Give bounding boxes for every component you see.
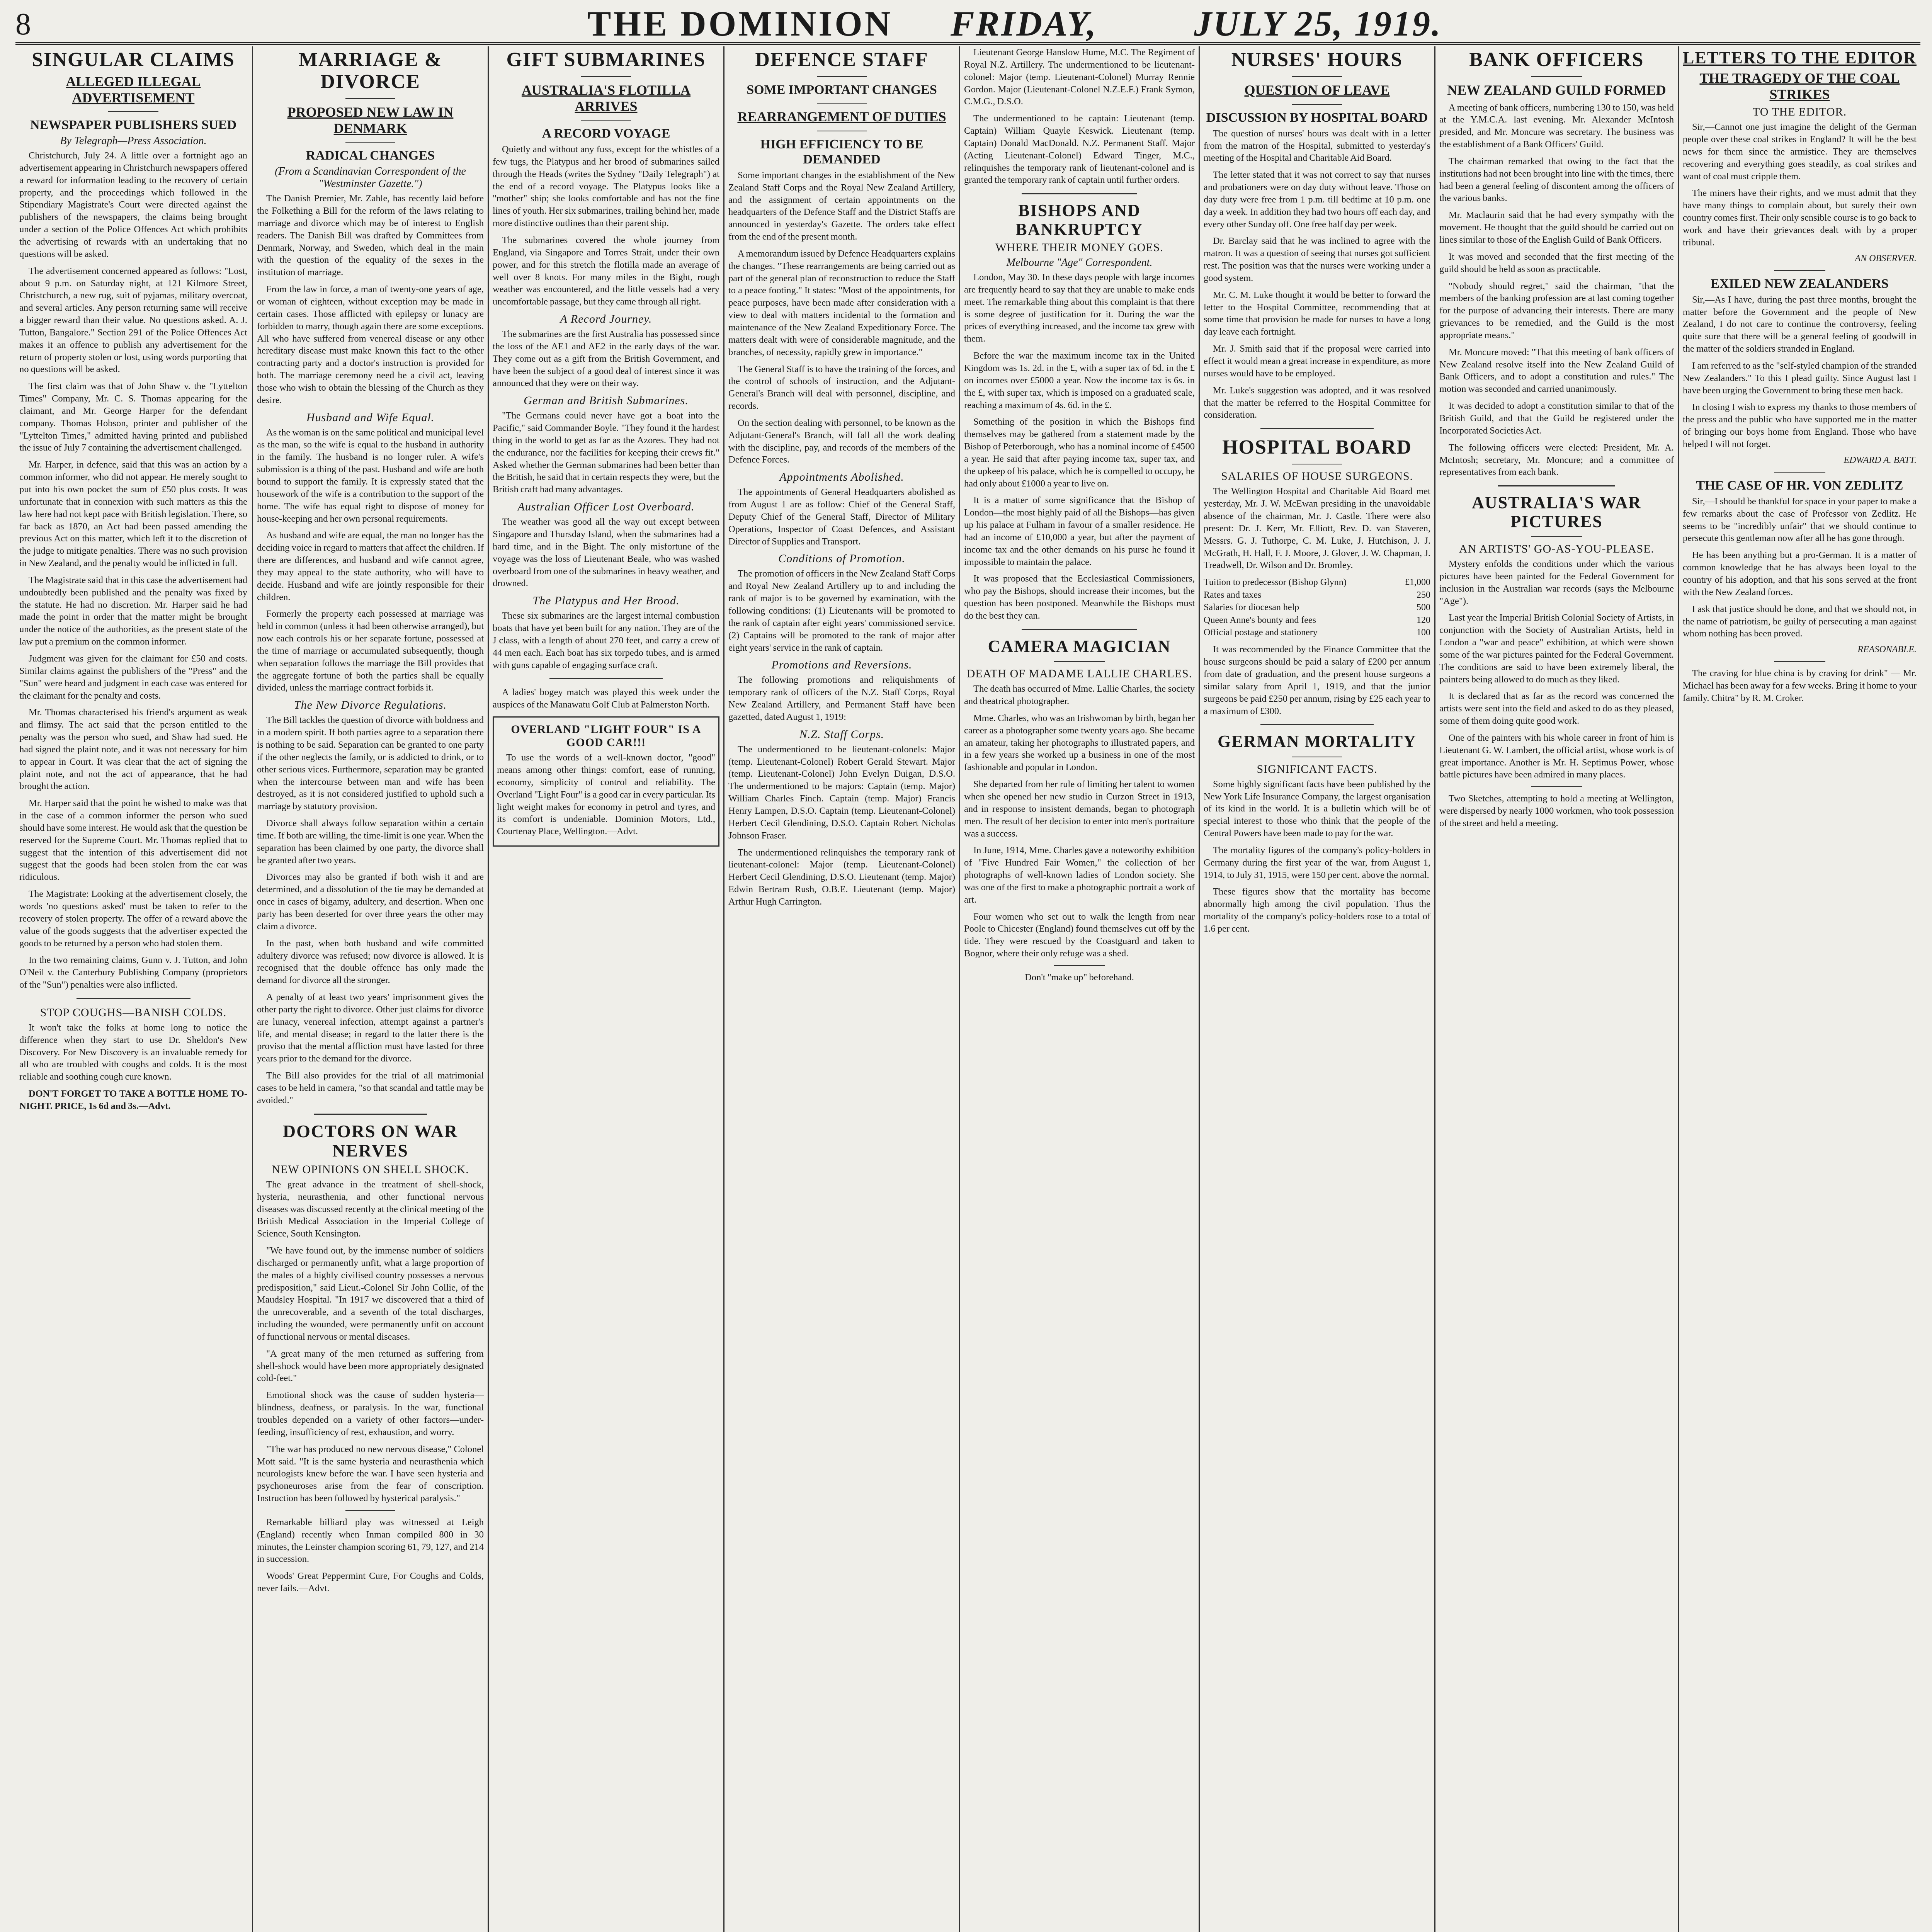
salary-value: 250 [1417, 590, 1430, 600]
article-paragraph: The mortality figures of the company's policy-holders in Germany during the first year of the war, from August 1, 1914, to July 31, 1915, were 150 per cent. above the normal. [1204, 845, 1430, 880]
article-paragraph: In the past, when both husband and wife committed adultery divorce was refused; now divorce is allowed. It is recognised that the double offence has only made the demand for divorce all the stronger. [257, 938, 484, 986]
article-paragraph: Mystery enfolds the conditions under which the various pictures have been painted for the Federal Government for inclusion in the Australian war records (says the Melbourne "Age"). [1439, 558, 1674, 606]
headline: HOSPITAL BOARD [1222, 436, 1412, 459]
article-paragraph: The chairman remarked that owing to the fact that the institutions had not been brought into line with the times, there had been a general feeling of discontent among the officers of the various banks. [1439, 156, 1674, 204]
deck: REARRANGEMENT OF DUTIES [737, 109, 946, 125]
divider [1022, 193, 1137, 194]
section-heading: The New Divorce Regulations. [294, 699, 447, 712]
section-heading: Conditions of Promotion. [778, 552, 905, 565]
article-paragraph: The following promotions and reliquishments of temporary rank of officers of the N.Z. Staff Corps, Royal New Zealand Artillery, and Permanent Staff have been gazetted, dated August 1, 1919: [728, 675, 955, 722]
article-paragraph: Quietly and without any fuss, except for the whistles of a few tugs, the Platypus and her brood of submarines sailed through the Heads (writes the Sydney "Daily Telegraph") at the end of a record voyage. The Platypus looks like a "mother" ship; she looks comfortable and has not the fine lines of youth. Her six submarines, trailing behind her, made more distinctive outlines than their parent ship. [493, 144, 719, 229]
article-paragraph: Mr. Harper, in defence, said that this was an action by a common informer, who did not appear. He merely sought to put into his own pocket the sum of £50 plus costs. It was unfortunate that in connexion with such matters as this the law here had not kept pace with British legislation. There, so far back as 1870, an Act had been passed amending the previous Act on this matter, which left it to the discretion of the judge to mitigate penalties. There was no such provision in New Zealand, and the penalty would be inflicted in full. [19, 459, 247, 569]
letter-paragraph: He has been anything but a pro-German. It is a matter of common knowledge that he has always been loyal to the country of his adoption, and that his sons served at the front with the New Zealand forces. [1683, 550, 1917, 597]
article-paragraph: Before the war the maximum income tax in the United Kingdom was 1s. 2d. in the £, with a super tax of 6d. in the £ on incomes over £5000 a year. Now the income tax is 6s. in the £, with super tax, which is imposed on a graduated scale, reaching a maximum of 4s. 6d. in the £. [964, 350, 1195, 410]
divider [345, 1510, 395, 1511]
masthead-day: FRIDAY, [951, 4, 1098, 43]
divider [1292, 104, 1342, 105]
article-paragraph: London, May 30. In these days people with large incomes are frequently heard to say that they are unable to make ends meet. The remarkable thing about this complaint is that there is some degree of justification for it. During the war the prices of everything increased, and the income tax grew with them. [964, 272, 1195, 344]
subheadline: QUESTION OF LEAVE [1244, 82, 1390, 98]
salary-row [1204, 626, 1430, 639]
article-paragraph: Something of the position in which the Bishops find themselves may be gathered from a statement made by the Bishop of Peterborough, who has a nominal income of £4500 a year. He said that after paying income tax, super tax, and the upkeep of his palace, which he is compelled to occupy, he had only about £1000 a year to live on. [964, 417, 1195, 489]
article-paragraph: Two Sketches, attempting to hold a meeting at Wellington, were dispersed by nearly 1000 workmen, who took possession of the street and held a meeting. [1439, 793, 1674, 829]
article-paragraph: The undermentioned to be captain: Lieutenant (temp. Captain) William Quayle Keswick. Lieutenant (temp. Captain) Donald MacDonald. N.Z. Permanent Staff. Major (Acting Lieutenant-Colonel) Edward Tinger, M.C., relinquishes the temporary rank of lieutenant-colonel and is granted the temporary rank of captain until further orders. [964, 113, 1195, 185]
letter-paragraph: I ask that justice should be done, and that we should not, in the name of patriotism, be guilty of persecuting a man against whom nothing has been proved. [1683, 604, 1917, 639]
article-paragraph: Mme. Charles, who was an Irishwoman by birth, began her career as a photographer some twenty years ago. She became an amateur, taking her photographs to illustrated papers, and in a few years she worked up a business in one of the most fashionable and popular in London. [964, 713, 1195, 773]
subheadline: AN ARTISTS' GO-AS-YOU-PLEASE. [1459, 542, 1655, 555]
subheadline: SOME IMPORTANT CHANGES [747, 83, 937, 97]
advert-text: Don't "make up" beforehand. [1025, 972, 1134, 983]
letter-paragraph: The miners have their rights, and we must admit that they have many things to complain about, but surely their own country comes first. Their only sensible course is to go back to work and have their grievances dealt with by a proper tribunal. [1683, 188, 1917, 248]
divider [1054, 965, 1105, 966]
deck: A RECORD VOYAGE [542, 126, 670, 141]
section-heading: Appointments Abolished. [779, 471, 904, 484]
section-heading: Promotions and Reversions. [771, 658, 912, 672]
article-paragraph: One of the painters with his whole career in front of him is Lieutenant G. W. Lambert, the official artist, whose work is of great importance. Another is Mr. H. Septimus Power, whose battle pictures have been admired in many places. [1439, 732, 1674, 780]
byline: Melbourne "Age" Correspondent. [1006, 257, 1153, 269]
article-paragraph: The following officers were elected: President, Mr. A. McIntosh; secretary, Mr. Moncure; and a committee of representatives from each bank. [1439, 442, 1674, 478]
page-number: 8 [15, 7, 31, 41]
subheadline: WHERE THEIR MONEY GOES. [995, 241, 1163, 254]
advert-text: Woods' Great Peppermint Cure, For Coughs and Colds, never fails.—Advt. [257, 1571, 484, 1594]
article-paragraph: The advertisement concerned appeared as follows: "Lost, about 9 p.m. on Saturday night, at 121 Kilmore Street, Christchurch, a new rug, suit of pyjamas, military overcoat, and several articles. Any person returning same will receive a bigger reward than their value. No questions asked. A. J. Tutton, Bangalore." Section 291 of the Police Offences Act makes it an offence to publish any advertisement for the return of property stolen or lost, using words purporting that no questions will be asked. [19, 265, 247, 375]
divider [1531, 786, 1583, 787]
headline: AUSTRALIA'S WAR PICTURES [1472, 493, 1641, 531]
article-paragraph: The undermentioned to be lieutenant-colonels: Major (temp. Lieutenant-Colonel) Robert Gerald Stewart. Major (temp. Lieutenant-Colonel) John Evelyn Duigan, D.S.O. The undermentioned to be majors: Captain (temp. Major) William Charles Finch. Captain (temp. Major) Francis Henry Lampen, D.S.O. Captain (temp. Lieutenant-Colonel) Herbert Cecil Glendining, D.S.O. Captain Robert Nicholas Johnson Fraser. [728, 744, 955, 841]
headline: EXILED NEW ZEALANDERS [1711, 276, 1889, 291]
article-paragraph: The weather was good all the way out except between Singapore and Thursday Island, when the submarines had a hard time, and in the Bight. The only misfortune of the voyage was the loss of Lieutenant Beale, who was washed overboard from one of the submarines in heavy weather, and drowned. [493, 517, 719, 589]
divider [1774, 270, 1825, 271]
salary-value: £1,000 [1405, 577, 1430, 588]
letter-signature: AN OBSERVER. [1855, 253, 1917, 264]
article-paragraph: A penalty of at least two years' imprisonment gives the other party the right to divorce. Other just claims for divorce are lunacy, venereal infection, attempt against a partner's life, and mental disease; in regard to the latter there is the proviso that the mental affliction must have lasted for three years prior to the demand for the divorce. [257, 992, 484, 1064]
article-paragraph: Some highly significant facts have been published by the New York Life Insurance Company, the largest organisation of its kind in the world. It is a bulletin which will be of special interest to those who think that the people of the Central Powers have been made to pay for the war. [1204, 779, 1430, 839]
article-paragraph: The promotion of officers in the New Zealand Staff Corps and Royal New Zealand Artillery up to and including the rank of major is to be governed by examination, with the following conditions: (1) Lieutenants will be promoted to the rank of captain after eight years' commissioned service. (2) Captains will be promoted to the rank of major after eight years' service in the rank of captain. [728, 568, 955, 653]
headline: SINGULAR CLAIMS [32, 49, 235, 71]
article-paragraph: "A great many of the men returned as suffering from shell-shock would have been more appropriately designated cold-feet." [257, 1348, 484, 1384]
article-paragraph: Mr. Harper said that the point he wished to make was that in the case of a common informer the person who sued should have some interest. He would ask that the question be reserved for the Supreme Court. Mr. Thomas replied that to suggest that the intention of this advertisement did not suggest that the goods had been stolen from the ear was ridiculous. [19, 798, 247, 883]
article-paragraph: The Bill tackles the question of divorce with boldness and in a modern spirit. If both parties agree to a separation there is nothing to be said. Separation can be granted to one party if the other neglects the family, or is addicted to drink, or to other serious vices. Furthermore, separation may be granted when the intercourse between man and wife has been destroyed, as it is not considered justified to uphold such a marriage by statutory provision. [257, 715, 484, 812]
article-paragraph: The Bill also provides for the trial of all matrimonial cases to be held in camera, "so that scandal and tattle may be avoided." [257, 1070, 484, 1105]
salary-value: 500 [1417, 602, 1430, 613]
letter-signature: EDWARD A. BATT. [1844, 455, 1917, 465]
column-nurses-hours [1200, 46, 1434, 1932]
divider [77, 998, 190, 999]
subheadline: NEW ZEALAND GUILD FORMED [1447, 82, 1666, 98]
subheadline: AUSTRALIA'S FLOTILLA ARRIVES [521, 82, 691, 114]
section-heading: Husband and Wife Equal. [306, 411, 435, 424]
salary-row [1204, 601, 1430, 614]
section-heading: German and British Submarines. [524, 394, 689, 407]
deck: RADICAL CHANGES [306, 148, 435, 163]
article-paragraph: The undermentioned relinquishes the temporary rank of lieutenant-colonel: Major (temp. Lieutenant-Colonel) Herbert Cecil Glendining, D.S.O. Lieutenant (temp. Major) Edwin Bertram Rush, O.B.E. Lieutenant (temp. Major) Arthur Hugh Carrington. [728, 847, 955, 907]
subheadline: ALLEGED ILLEGAL ADVERTISEMENT [66, 74, 201, 105]
newspaper-name: THE DOMINION [587, 4, 893, 43]
article-paragraph: Mr. Maclaurin said that he had every sympathy with the movement. He thought that the guild should be carried out on lines similar to those of the English Guild of Bank Officers. [1439, 210, 1674, 245]
deck: NEWSPAPER PUBLISHERS SUED [30, 117, 237, 132]
headline: CAMERA MAGICIAN [988, 636, 1171, 656]
divider [1260, 428, 1374, 429]
article-paragraph: Some important changes in the establishment of the New Zealand Staff Corps and the Royal New Zealand Artillery, and the assignment of certain appointments on the headquarters of the Defence Staff and the District Staffs are announced in yesterday's Gazette. The orders take effect from the end of the present month. [728, 170, 955, 242]
letter-paragraph: I am referred to as the "self-styled champion of the stranded New Zealanders." To this I plead guilty. Since August last I have been urging the Government to bring these men back. [1683, 360, 1917, 396]
divider [581, 76, 631, 77]
headline: GERMAN MORTALITY [1218, 732, 1417, 751]
subheadline: PROPOSED NEW LAW IN DENMARK [287, 104, 454, 136]
advert-title: OVERLAND "LIGHT FOUR" IS A GOOD CAR!!! [511, 723, 701, 749]
byline: By Telegraph—Press Association. [60, 135, 207, 147]
article-paragraph: These six submarines are the largest internal combustion boats that have yet been built for any nation. They are of the J class, with a length of about 270 feet, and carry a crew of 44 men each. Each boat has six torpedo tubes, and is armed with guns capable of engaging surface craft. [493, 611, 719, 670]
article-paragraph: The Danish Premier, Mr. Zahle, has recently laid before the Folkething a Bill for the reform of the laws relating to marriage and divorce which may be of interest to English readers. The Danish Bill was drafted by Committees from Denmark, Norway, and Sweden, which deal in the main with the question of the equality of the sexes in the institution of marriage. [257, 193, 484, 278]
article-paragraph: "Nobody should regret," said the chairman, "that the members of the banking profession are at last coming together for the purpose of advancing their interests. There are many grievances to be remedied, and the Guild is the most appropriate means." [1439, 281, 1674, 340]
column-singular-claims [15, 46, 251, 1932]
article-paragraph: Lieutenant George Hanslow Hume, M.C. The Regiment of Royal N.Z. Artillery. The undermentioned to be lieutenant-colonel: Major (temp. Lieutenant-Colonel) Murray Rennie Gordon. Major (Lieutenant-Colonel N.Z.E.F.) Frank Symon, C.M.G., D.S.O. [964, 47, 1195, 107]
divider [1292, 76, 1342, 77]
headline: DOCTORS ON WAR NERVES [282, 1121, 458, 1161]
article-paragraph: The submarines covered the whole journey from England, via Singapore and Torres Strait, under their own power, and for this stretch the flotilla made an average of well over 8 knots. For many miles in the Bight, rough weather was encountered, and the little vessels had a very uncomfortable passage, but they came through all right. [493, 235, 719, 307]
column-marriage-divorce [253, 46, 488, 1932]
divider [1022, 629, 1137, 630]
article-paragraph: As husband and wife are equal, the man no longer has the deciding voice in regard to matters that affect the children. If there are differences, and husband and wife cannot agree, they may appeal to the state authority, who will have to decide. Husband and wife are jointly responsible for their children. [257, 530, 484, 602]
divider [1498, 485, 1616, 486]
section-heading: N.Z. Staff Corps. [799, 728, 884, 741]
divider [581, 120, 631, 121]
article-paragraph: "We have found out, by the immense number of soldiers discharged or permanently unfit, what a large proportion of the males of a highly civilised country possesses a nervous predisposition," said Lieut.-Colonel Sir John Collie, of the Maudsley Hospital. "In 1917 we discovered that a third of the unrecoverable, and a seventh of the total discharges, including the wounded, were permanently unfit on account of functional nervous or mental diseases. [257, 1245, 484, 1342]
salary-value: 100 [1417, 627, 1430, 638]
headline: BANK OFFICERS [1469, 49, 1644, 71]
article-paragraph: The craving for blue china is by craving for drink" — Mr. Michael has been away for a few weeks. Bring it home to your family. Chitra" by R. M. Croker. [1683, 668, 1917, 703]
article-paragraph: A ladies' bogey match was played this week under the auspices of the Manawatu Golf Club at Palmerston North. [493, 687, 719, 710]
article-paragraph: The appointments of General Headquarters abolished as from August 1 are as follow: Chief of the General Staff, Deputy Chief of the General Staff, Director of Military Operations, Inspector of Coast Defences, and Assistant Director of Supplies and Transport. [728, 487, 955, 547]
article-paragraph: "The Germans could never have got a boat into the Pacific," said Commander Boyle. "They found it the hardest thing in the world to get as far as the Azores. They had not the endurance, nor the facilities for keeping their crews fit." Asked whether the German submarines had been better than the British, he said that in certain respects they were, but the British craft had many advantages. [493, 410, 719, 495]
salary-label: Official postage and stationery [1204, 627, 1318, 638]
salary-row [1204, 589, 1430, 601]
headline: MARRIAGE & DIVORCE [299, 49, 442, 93]
article-paragraph: Formerly the property each possessed at marriage was held in common (unless it had been otherwise arranged), but now each controls his or her separate fortune, possessed at the time of marriage or accumulated subsequently, though when separation follows the marriage the Bill provides that the aggregate fortune of both the parties shall be equally divided, unless the marriage contract forbids it. [257, 609, 484, 693]
article-paragraph: The first claim was that of John Shaw v. the "Lyttelton Times" Company, Mr. C. S. Thomas appearing for the claimant, and Mr. George Harper for the defendant company. Thomas Hobson, printer and publisher of the "Lyttelton Times," admitted having printed and published the issue of July 7 containing the advertisement challenged. [19, 381, 247, 453]
subheadline: SIGNIFICANT FACTS. [1257, 762, 1378, 776]
headline: THE CASE OF HR. VON ZEDLITZ [1696, 478, 1903, 493]
salary-row [1204, 614, 1430, 626]
article-paragraph: The death has occurred of Mme. Lallie Charles, the society and theatrical photographer. [964, 684, 1195, 707]
letter-paragraph: In closing I wish to express my thanks to those members of the press and the public who have supported me in the matter of bringing our boys home from England. Those who have helped I will not forget. [1683, 402, 1917, 449]
divider [817, 76, 867, 77]
article-paragraph: Emotional shock was the cause of sudden hysteria—blindness, deafness, or paralysis. In the war, functional troubles depended on a variety of other factors—under-feeding, insufficiency of rest, exhaustion, and worry. [257, 1390, 484, 1437]
article-paragraph: It was proposed that the Ecclesiastical Commissioners, who pay the Bishops, should increase their incomes, but the question has been postponed. Meanwhile the Bishops must do the best they can. [964, 573, 1195, 621]
article-paragraph: In June, 1914, Mme. Charles gave a noteworthy exhibition of "Five Hundred Fair Women," the collection of her photographs of well-known ladies of London society. She was one of the first to make a photographic portrait a work of art. [964, 845, 1195, 905]
article-paragraph: It was moved and seconded that the first meeting of the guild should be held as soon as practicable. [1439, 251, 1674, 274]
article-paragraph: The Magistrate said that in this case the advertisement had undoubtedly been published and the penalty was fixed by the statute. He had no discretion. Mr. Harper said he had made the point in order that the matter might be brought under the notice of the authorities, as the present state of the law put a premium on the common informer. [19, 575, 247, 647]
divider [1054, 661, 1105, 662]
divider [549, 678, 663, 679]
article-paragraph: As the woman is on the same political and municipal level as the man, so the wife is equal to the husband in authority in the family. The husband is no longer ruler. A wife's submission is a thing of the past. Husband and wife are both bound to support the family. It is expressly stated that the housework of the wife is a contribution to the support of the home. The wife has equal right to dispose of money for house-keeping and her own personal requirements. [257, 427, 484, 524]
article-paragraph: It was recommended by the Finance Committee that the house surgeons should be paid a salary of £200 per annum from date of graduation, and the present house surgeons a similar salary from April 1, 1919, and that the junior surgeons be paid £250 per annum, rising by £25 each year to a maximum of £300. [1204, 644, 1430, 716]
letter-salutation: TO THE EDITOR. [1752, 105, 1847, 119]
article-paragraph: These figures show that the mortality has become abnormally high among the civil population. Thus the mortality of the company's policy-holders rose to a total of 1.6 per cent. [1204, 886, 1430, 934]
article-paragraph: Divorce shall always follow separation within a certain time. If both are willing, the time-limit is one year. When the separation has been claimed by one party, the divorce shall be granted after two years. [257, 818, 484, 866]
salary-table [1204, 576, 1430, 639]
article-paragraph: It is declared that as far as the record was concerned the artists were sent into the field and asked to do as they pleased, some of them doing quite good work. [1439, 691, 1674, 726]
article-paragraph: Christchurch, July 24. A little over a fortnight ago an advertisement appearing in Christchurch newspapers offered a reward for information leading to the recovery of certain property, and the proceedings which followed in the Stipendiary Magistrate's Court were directed against the publishers of the newspapers, the claims being brought under a section of the Police Offences Act which prohibits the advertising of rewards with an undertaking that no questions will be asked. [19, 150, 247, 259]
advert-text: It won't take the folks at home long to notice the difference when they start to use Dr. Sheldon's New Discovery. For New Discovery is an invaluable remedy for all who are troubled with coughs and colds. It is the most reliable and soothing cough cure known. [19, 1022, 247, 1082]
article-paragraph: The great advance in the treatment of shell-shock, hysteria, neurasthenia, and other functional nervous diseases was discussed recently at the clinical meeting of the British Medical Association in the Imperial College of Science, South Kensington. [257, 1179, 484, 1239]
divider [1774, 472, 1825, 473]
advert-box [493, 716, 719, 847]
section-heading: A Record Journey. [560, 313, 652, 326]
divider [108, 111, 158, 112]
article-paragraph: The Magistrate: Looking at the advertisement closely, the words 'no questions asked' must be taken to refer to the recovery of stolen property. The offer of a reward above the value of the goods suggests that the advertiser expected the goods to be returned by a person who had stolen them. [19, 889, 247, 949]
article-paragraph: Mr. J. Smith said that if the proposal were carried into effect it would mean a great increase in expenditure, as more nurses would have to be employed. [1204, 344, 1430, 379]
article-paragraph: A meeting of bank officers, numbering 130 to 150, was held at the Y.M.C.A. last evening. Mr. Alexander McIntosh presided, and Mr. Moncure was secretary. The business was the establishment of a Bank Officers' Guild. [1439, 102, 1674, 150]
divider [817, 103, 867, 104]
column-bishops [960, 46, 1199, 1932]
subheadline: SALARIES OF HOUSE SURGEONS. [1221, 470, 1413, 483]
article-paragraph: Mr. Moncure moved: "That this meeting of bank officers of New Zealand resolve itself into the New Zealand Guild of Bank Officers, and to adopt a constitution and rules." The motion was seconded and carried unanimously. [1439, 347, 1674, 395]
deck: DISCUSSION BY HOSPITAL BOARD [1206, 110, 1428, 125]
subheadline: NEW OPINIONS ON SHELL SHOCK. [272, 1163, 469, 1176]
divider [314, 1114, 427, 1115]
article-paragraph: Judgment was given for the claimant for £50 and costs. Similar claims against the publishers of the "Press" and the "Sun" were heard and judgment in each case was entered for the claimant for the penalty and costs. [19, 653, 247, 701]
column-gift-submarines [489, 46, 723, 1932]
section-heading: Australian Officer Lost Overboard. [517, 500, 695, 514]
section-heading: The Platypus and Her Brood. [532, 594, 680, 607]
article-paragraph: Last year the Imperial British Colonial Society of Artists, in conjunction with the Society of Australian Artists, held in London a "war and peace" exhibition, at which were shown some of the war pictures painted for the Federal Government. The conditions are said to have been extremely liberal, the painters being allowed to do much as they liked. [1439, 612, 1674, 685]
masthead [15, 3, 1920, 45]
divider [1531, 536, 1583, 537]
article-paragraph: Mr. C. M. Luke thought it would be better to forward the letter to the Hospital Committee, recommending that at some time that provision be made for nurses to have a long day leave each fortnight. [1204, 289, 1430, 337]
salary-label: Rates and taxes [1204, 590, 1262, 600]
salary-label: Salaries for diocesan help [1204, 602, 1299, 613]
article-paragraph: From the law in force, a man of twenty-one years of age, or woman of eighteen, without exception may be made in certain cases. Those afflicted with epilepsy or lunacy are forbidden to marry, though again there are some exceptions. All who have suffered from venereal disease or any other hereditary disease must make known this fact to the other contracting party and a doctor's instruction is provided for both. The marriage ceremony need be a civil act, leaving those who wish to obtain the blessing of the Church as they desire. [257, 284, 484, 405]
letter-signature: REASONABLE. [1857, 645, 1917, 655]
advert-title: STOP COUGHS—BANISH COLDS. [40, 1006, 227, 1019]
article-paragraph: It is a matter of some significance that the Bishop of London—the most highly paid of all the Bishops—has given up his palace at Fulham in favour of a smaller residence. He had an income of £10,000 a year, but after the payment of income tax and the other demands on his purse he found it impossible to maintain the palace. [964, 495, 1195, 567]
column-bank-officers [1435, 46, 1678, 1932]
letter-paragraph: Sir,—As I have, during the past three months, brought the matter before the Government and the people of New Zealand, I do not care to continue the controversy, feeling quite sure that there will be a general feeling of goodwill in the matter of the soldiers stranded in England. [1683, 294, 1917, 354]
article-paragraph: The question of nurses' hours was dealt with in a letter from the matron of the Hospital, submitted to yesterday's meeting of the Hospital and Charitable Aid Board. [1204, 128, 1430, 163]
masthead-date: JULY 25, 1919. [1194, 4, 1442, 43]
headline: NURSES' HOURS [1231, 49, 1403, 71]
divider [345, 98, 395, 99]
article-paragraph: "The war has produced no new nervous disease," Colonel Mott said. "It is the same hysteria and neurasthenia which neurologists knew before the war. I have seen hysteria and psychoneuroses arise from the fear of conscription. Instruction has been followed by hysterical paralysis." [257, 1444, 484, 1504]
column-defence-staff [724, 46, 959, 1932]
divider [345, 142, 395, 143]
byline: (From a Scandinavian Correspondent of the "Westminster Gazette.") [275, 165, 466, 190]
article-paragraph: Divorces may also be granted if both wish it and are determined, and a dissolution of the tie may be demanded at once in cases of bigamy, adultery, and desertion. When one party has been deserted for over three years the other may claim a divorce. [257, 872, 484, 932]
salary-value: 120 [1417, 615, 1430, 625]
advert-text: To use the words of a well-known doctor, "good" means among other things: comfort, ease of running, economy, simplicity of control and reliability. The Overland "Light Four" is a good car in every particular. Its light weight makes for economy in petrol and tyres, and its comfort is undeniable. Dominion Motors, Ltd., Courtenay Place, Wellington.—Advt. [497, 752, 715, 837]
article-paragraph: In the two remaining claims, Gunn v. J. Tutton, and John O'Neil v. the Canterbury Publishing Company (proprietors of the "Sun") penalties were also inflicted. [19, 955, 247, 990]
letter-paragraph: Sir,—I should be thankful for space in your paper to make a few remarks about the case of Professor von Zedlitz. He seems to be "incredibly unfair" that we should continue to persecute this gentleman now after all he has gone through. [1683, 496, 1917, 544]
divider [1531, 76, 1583, 77]
article-paragraph: It was decided to adopt a constitution similar to that of the British Guild, and that the Guild be registered under the Incorporated Societies Act. [1439, 401, 1674, 436]
headline: GIFT SUBMARINES [506, 49, 706, 71]
salary-label: Tuition to predecessor (Bishop Glynn) [1204, 577, 1347, 588]
salary-row [1204, 576, 1430, 588]
article-paragraph: The submarines are the first Australia has possessed since the loss of the AE1 and AE2 in the early days of the war. They come out as a gift from the British Government, and have been the subject of a good deal of interest since it was announced that they were on their way. [493, 329, 719, 389]
article-paragraph: A memorandum issued by Defence Headquarters explains the changes. "These rearrangements are being carried out as part of the general plan of reconstruction to reduce the Staff to a peace footing." It states: "Most of the appointments, for peace purposes, have been made after consideration with a view to deal with matters incidental to the formation and maintenance of the New Zealand Expeditionary Force. The matters dealt with were of considerable magnitude, and the branches, of necessity, rapidly grew in importance." [728, 248, 955, 357]
article-paragraph: Four women who set out to walk the length from near Poole to Chicester (England) found themselves cut off by the tide. They were rescued by the Coastguard and taken to Bognor, where their only refuge was a shed. [964, 911, 1195, 959]
article-paragraph: The letter stated that it was not correct to say that nurses and probationers were on day duty without leave. Those on day duty were free from 1 p.m. till bedtime at 10 p.m. one day a week. In addition they had two hours off each day, and every other Sunday off. One free half day per week. [1204, 170, 1430, 230]
subheadline: DEATH OF MADAME LALLIE CHARLES. [966, 667, 1192, 680]
headline: DEFENCE STAFF [755, 49, 929, 71]
headline: BISHOPS AND BANKRUPTCY [1015, 201, 1143, 239]
article-paragraph: Mr. Thomas characterised his friend's argument as weak and flimsy. The act said that the person entitled to the penalty was the person who sued, and Shaw had sued. He had signed the plaint note, and it was not necessary for him to appear in Court. It was clear that the act of signing the plaint note, and not the act of appearance, that he had brought the action. [19, 707, 247, 792]
subheadline: THE TRAGEDY OF THE COAL STRIKES [1699, 70, 1900, 102]
headline: LETTERS TO THE EDITOR [1683, 48, 1917, 67]
column-letters [1679, 46, 1920, 1932]
divider [1774, 661, 1825, 662]
divider [1260, 724, 1374, 725]
article-paragraph: The General Staff is to have the training of the forces, and the control of schools of instruction, and the Adjutant-General's Branch will deal with personnel, discipline, and records. [728, 364, 955, 412]
article-paragraph: On the section dealing with personnel, to be known as the Adjutant-General's Branch, will fall all the work dealing with the discipline, pay, and records of the members of the Defence Forces. [728, 417, 955, 465]
salary-label: Queen Anne's bounty and fees [1204, 615, 1316, 625]
advert-footer: DON'T FORGET TO TAKE A BOTTLE HOME TO-NIGHT. PRICE, 1s 6d and 3s.—Advt. [19, 1088, 247, 1111]
article-paragraph: Mr. Luke's suggestion was adopted, and it was resolved that the matter be referred to the Hospital Committee for consideration. [1204, 385, 1430, 420]
article-paragraph: Remarkable billiard play was witnessed at Leigh (England) recently when Inman compiled 800 in 30 minutes, the Leinster champion scoring 61, 79, 127, and 214 in succession. [257, 1517, 484, 1565]
article-paragraph: Dr. Barclay said that he was inclined to agree with the matron. It was a question of seeing that nurses got sufficient rest. The position was that the nurses were working under a good system. [1204, 236, 1430, 283]
article-paragraph: She departed from her rule of limiting her talent to women when she opened her new studio in Curzon Street in 1913, and in response to insistent demands, began to photograph men. The result of her decision to enter into men's portraiture was a success. [964, 779, 1195, 839]
article-paragraph: The Wellington Hospital and Charitable Aid Board met yesterday, Mr. J. W. McEwan presiding in the unavoidable absence of the chairman, Mr. J. Castle. There were also present: Dr. J. Kerr, Mr. Elliott, Rev. D. van Staveren, Messrs. G. J. Tuthorpe, C. M. Luke, J. Hutchison, J. J. McGrath, H. Hall, F. J. Moore, J. Glover, J. W. Chapman, J. Treadwell, Dr. Wilson and Dr. Bromley. [1204, 486, 1430, 571]
deck: HIGH EFFICIENCY TO BE DEMANDED [760, 137, 923, 167]
letter-paragraph: Sir,—Cannot one just imagine the delight of the German people over these coal strikes in England? It will be the best news for them since the armistice. They are themselves recovering and everything goes steadily, as coal strikes and want of coal must cripple them. [1683, 122, 1917, 182]
